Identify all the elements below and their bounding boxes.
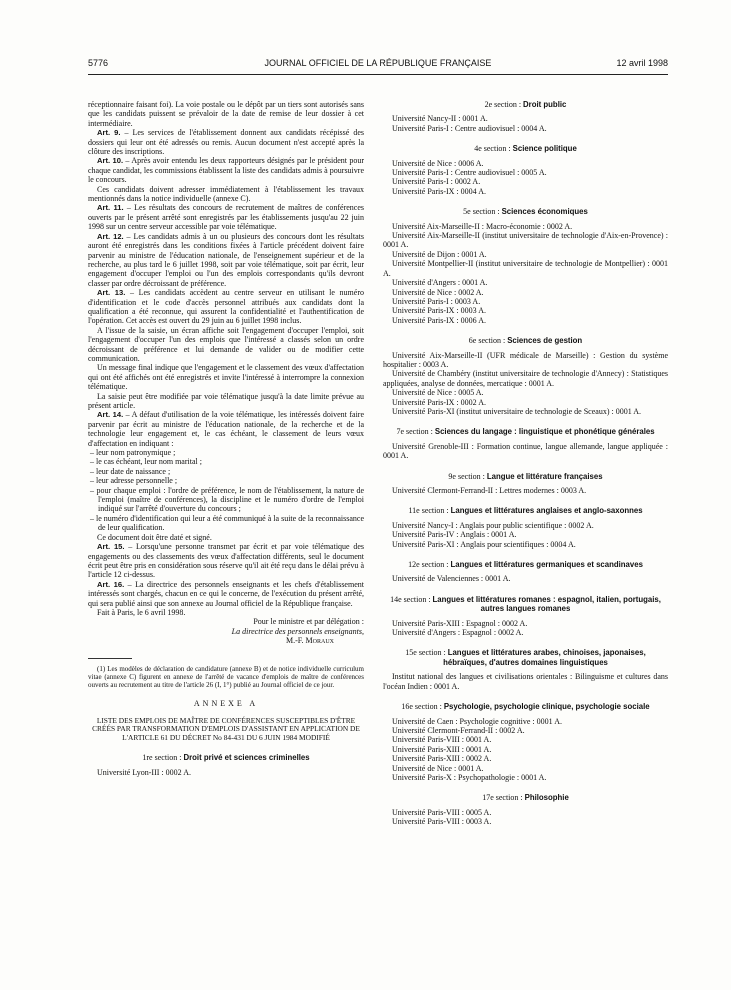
article-label: Art. 13. [97,288,126,298]
section-number: 1re section : [142,753,182,763]
paragraph: Ces candidats doivent adresser immédiatement à l'établissement les travaux mentionnés dans la notice individuelle (annexe C). [88,184,364,204]
signature-role [88,627,364,636]
page-number: 5776 [88,58,109,68]
footnote: (1) Les modèles de déclaration de candidature (annexe B) et de notice individuelle curriculum vitae (annexe C) figurent en annexe de l'arrêté de vacance d'emplois de maître de conférences ouverts au recrutement au titre de l'article 26 (I, 1°) publié au Journal officiel de ce jour. [88,664,364,689]
article-label: Art. 10. [97,156,124,166]
university-entry: Université Paris-XIII : Espagnol : 0002 A. [392,618,528,628]
article-12 [88,232,364,288]
signatory-name: M.-F. Moraux [285,636,334,646]
article-text: – Les services de l'établissement donnent aux candidats récépissé des dossiers qui leur ont été adressés ou remis. Aucun document n'est accepté après la clôture des inscriptions. [88,128,364,157]
section-heading [383,648,668,667]
section-title: Langue et littérature françaises [486,471,603,481]
university-entry: Université de Nice : 0006 A. [392,158,484,168]
list-item: – leur adresse personnelle ; [90,476,178,486]
university-entry: Université Paris-VIII : 0003 A. [392,817,492,827]
article-text: – Les candidats admis à un ou plusieurs des concours dont les résultats auront été enregistrés dans les conditions fixées à l'article précédent doivent faire parvenir au ministre de l'éducation nationale, de l'enseignement supérieur et de la recherche, au plus tard le 6 juillet 1998, soit par voie télématique, soit par écrit, leur engagement d'occuper l'emploi ou l'un des emplois correspondants qu'ils devront classer par ordre décroissant de préférence. [88,231,365,288]
university-entry: Université Montpellier-II (institut universitaire de technologie de Montpellier) : 0001 A. [383,259,668,278]
signature-line: Pour le ministre et par délégation : [253,617,364,627]
section-title: Sciences de gestion [507,336,583,346]
section-number: 5e section : [463,207,502,217]
section-title: Langues et littératures anglaises et anglo-saxonnes [450,506,643,516]
section-number: 15e section : [405,648,448,658]
article-10 [88,156,364,184]
university-entry: Université Paris-I : Centre audiovisuel : 0005 A. [392,168,547,178]
article-label: Art. 15. [97,542,125,552]
university-entry: Institut national des langues et civilisations orientales : Bilinguisme et cultures dans l'océan Indien : 0001 A. [383,672,668,691]
university-entry: Université Paris-VIII : 0005 A. [392,807,492,817]
paragraph: A l'issue de la saisie, un écran affiche soit l'engagement d'occuper l'emploi, soit l'engagement d'occuper l'un des emplois que l'intéressé a classés selon un ordre décroissant de préférence et lui demande de valider ou de modifier cette communication. [88,325,364,363]
university-entry: Université de Dijon : 0001 A. [392,249,487,259]
section-heading [88,753,364,762]
article-text: – La directrice des personnels enseignants et les chefs d'établissement intéressés sont chargés, chacun en ce qui le concerne, de l'exécution du présent arrêté, qui sera publié ainsi que son annexe au Journal officiel de la République française. [88,579,364,608]
article-label: Art. 9. [97,128,121,138]
signatory-title: La directrice des personnels enseignants, [231,626,364,636]
university-entry: Université d'Angers : 0001 A. [392,278,488,288]
university-entry: Université Aix-Marseille-II : Macro-économie : 0002 A. [392,221,573,231]
paragraph: Ce document doit être daté et signé. [97,532,212,542]
running-header [88,58,668,72]
section-number: 12e section : [408,560,451,570]
list-item: – leur nom patronymique ; [90,448,176,458]
university-entry: Université Paris-XIII : 0001 A. [392,744,492,754]
university-entry: Université Paris-VIII : 0001 A. [392,735,492,745]
section-number: 9e section : [448,471,487,481]
section-title: Langues et littératures romanes : espagnol, italien, portugais, autres langues romanes [432,594,661,614]
section-title: Droit public [523,100,567,109]
university-entry: Université Paris-XI : Anglais pour scientifiques : 0004 A. [392,539,576,549]
section-number: 16e section : [401,702,444,712]
article-text: – Les résultats des concours de recrutement de maîtres de conférences ouverts par le présent arrêté sont enregistrés par les établissements jusqu'au 22 juin 1998 sur un centre serveur accessible par voie télématique. [88,203,364,232]
signing-place-date: Fait à Paris, le 6 avril 1998. [97,607,186,617]
university-entry: Université Clermont-Ferrand-II : Lettres modernes : 0003 A. [392,486,587,495]
section-heading [383,336,668,345]
section-title: Droit privé et sciences criminelles [183,753,310,763]
section-title: Science politique [512,144,577,154]
section-heading [383,427,668,436]
paragraph: La saisie peut être modifiée par voie télématique jusqu'à la date limite prévue au présent article. [88,391,364,410]
section-number: 11e section : [408,506,451,516]
annex-title: ANNEXE A [193,699,259,709]
article-14 [88,410,364,448]
article-label: Art. 16. [97,579,125,589]
university-entry: Université Aix-Marseille-II (UFR médicale de Marseille) : Gestion du système hospitalier : 0003 A. [383,350,668,369]
section-title: Philosophie [524,793,569,803]
section-heading [383,100,668,109]
university-entry: Université Paris-I : 0002 A. [392,177,481,187]
section-number: 7e section : [396,427,435,437]
annex-subtitle: LISTE DES EMPLOIS DE MAÎTRE DE CONFÉRENCES SUSCEPTIBLES D'ÊTRE CRÉÉS PAR TRANSFORMATION D'EMPLOIS D'ASSISTANT EN APPLICATION DE L'ARTICLE 61 DU DÉCRET No 84-431 DU 6 JUIN 1984 MODIFIÉ [92,715,360,742]
section-heading [383,144,668,153]
university-entry: Université de Nice : 0002 A. [392,287,484,297]
section-number: 6e section : [468,336,508,346]
left-column [88,100,364,777]
university-entry: Université de Chambéry (institut universitaire de technologie d'Annecy) : Statistiques appliquées, analyse de données, mercatique : 0001 A. [383,369,668,388]
section-heading [383,207,668,216]
right-column [383,100,668,827]
article-text: – Lorsqu'une personne transmet par écrit et par voie télématique des engagements ou des classements des vœux d'affectation différents, seul le document écrit peut être pris en considération sous réserve qu'il ait été reçu dans le délai prévu à l'article 12 ci-dessus. [88,542,364,580]
section-heading [383,472,668,481]
article-text: – Après avoir entendu les deux rapporteurs désignés par le président pour chaque candidat, les commissions établissent la liste des candidats admis à poursuivre le concours. [88,156,364,185]
footnote-rule [88,658,132,659]
university-entry: Université de Nice : 0001 A. [392,763,484,773]
university-entry: Université Paris-I : 0003 A. [392,296,481,306]
university-entry: Université Paris-I : Centre audiovisuel : 0004 A. [392,123,547,133]
university-entry: Université Paris-IV : Anglais : 0001 A. [392,530,517,540]
university-entry: Université Grenoble-III : Formation continue, langue allemande, langue appliquée : 0001 A. [383,441,668,461]
paragraph: Un message final indique que l'engagement et le classement des vœux d'affectation qui ont été affichés ont été enregistrés et invite l'intéressé à interrompre la connexion télématique. [88,363,364,392]
article-label: Art. 14. [97,410,124,420]
section-title: Psychologie, psychologie clinique, psychologie sociale [443,702,650,712]
article-9 [88,128,364,156]
section-heading [383,595,668,614]
university-entry: Université Paris-XIII : 0002 A. [392,754,492,764]
section-number: 14e section : [390,594,433,604]
university-entry: Université Paris-IX : 0006 A. [392,315,486,325]
article-label: Art. 12. [97,231,124,241]
article-text: – Les candidats accèdent au centre serveur en utilisant le numéro d'identification et le code d'accès personnel attribués aux candidats dont la qualification a été reconnue, qui assurent la confidentialité et l'authentification de l'opération. Cet accès est ouvert du 29 juin au 6 juillet 1998 inclus. [88,288,364,326]
university-entry: Université Nancy-II : 0001 A. [392,114,488,124]
university-entry: Université Nancy-I : Anglais pour public scientifique : 0002 A. [392,520,594,530]
section-heading [383,506,668,515]
university-entry: Université d'Angers : Espagnol : 0002 A. [392,628,524,638]
header-rule [88,74,668,75]
section-title: Sciences du langage : linguistique et phonétique générales [434,427,655,437]
article-13 [88,288,364,326]
university-entry: Université Clermont-Ferrand-II : 0002 A. [392,725,525,735]
article-text: – A défaut d'utilisation de la voie télématique, les intéressés doivent faire parvenir par écrit au ministre de l'éducation nationale, de la recherche et de la technologie leur engagement et, le cas échéant, le classement de leurs vœux d'affectation en indiquant : [88,410,365,448]
list-item: – le numéro d'identification qui leur a été communiqué à la suite de la reconnaissance de leur qualification. [90,513,364,533]
article-label: Art. 11. [97,203,124,213]
article-15 [88,542,364,580]
section-heading [383,560,668,569]
university-entry: Université Paris-IX : 0003 A. [392,306,486,316]
list-item: – pour chaque emploi : l'ordre de préférence, le nom de l'établissement, la nature de l'emploi (maître de conférences), la discipline et le numéro d'ordre de l'emploi indiqué sur l'arrêté d'ouverture du concours ; [90,485,364,514]
section-title: Sciences économiques [501,207,588,217]
university-entry: Université Lyon-III : 0002 A. [97,767,191,777]
university-entry: Université de Valenciennes : 0001 A. [392,574,511,584]
section-title: Langues et littératures germaniques et scandinaves [450,560,643,570]
article-11 [88,203,364,231]
university-entry: Université Paris-IX : 0002 A. [392,397,486,407]
list-item: – le cas échéant, leur nom marital ; [90,457,202,467]
section-number: 2e section : [484,100,524,109]
university-entry: Université Paris-X : Psychopathologie : 0001 A. [392,772,547,782]
section-number: 4e section : [474,144,513,154]
section-title: Langues et littératures arabes, chinoises, japonaises, hébraïques, d'autres domaines linguistiques [443,648,646,667]
university-entry: Université de Nice : 0005 A. [392,388,484,398]
issue-date: 12 avril 1998 [616,58,668,68]
university-entry: Université de Caen : Psychologie cognitive : 0001 A. [392,716,562,726]
section-heading [383,793,668,802]
university-entry: Université Paris-XI (institut universitaire de technologie de Sceaux) : 0001 A. [392,406,642,416]
article-16 [88,580,364,608]
university-entry: Université Paris-IX : 0004 A. [392,186,486,196]
university-entry: Université Aix-Marseille-II (institut universitaire de technologie d'Aix-en-Provence) : 0001 A. [383,231,668,250]
section-heading [383,702,668,711]
section-number: 17e section : [482,793,525,803]
paragraph: réceptionnaire faisant foi). La voie postale ou le dépôt par un tiers sont autorisés sans que les candidats puissent se prévaloir de la date de remise de leur dossier à cet intermédiaire. [88,100,364,128]
journal-title: JOURNAL OFFICIEL DE LA RÉPUBLIQUE FRANÇAISE [264,58,492,68]
list-item: – leur date de naissance ; [90,466,171,476]
